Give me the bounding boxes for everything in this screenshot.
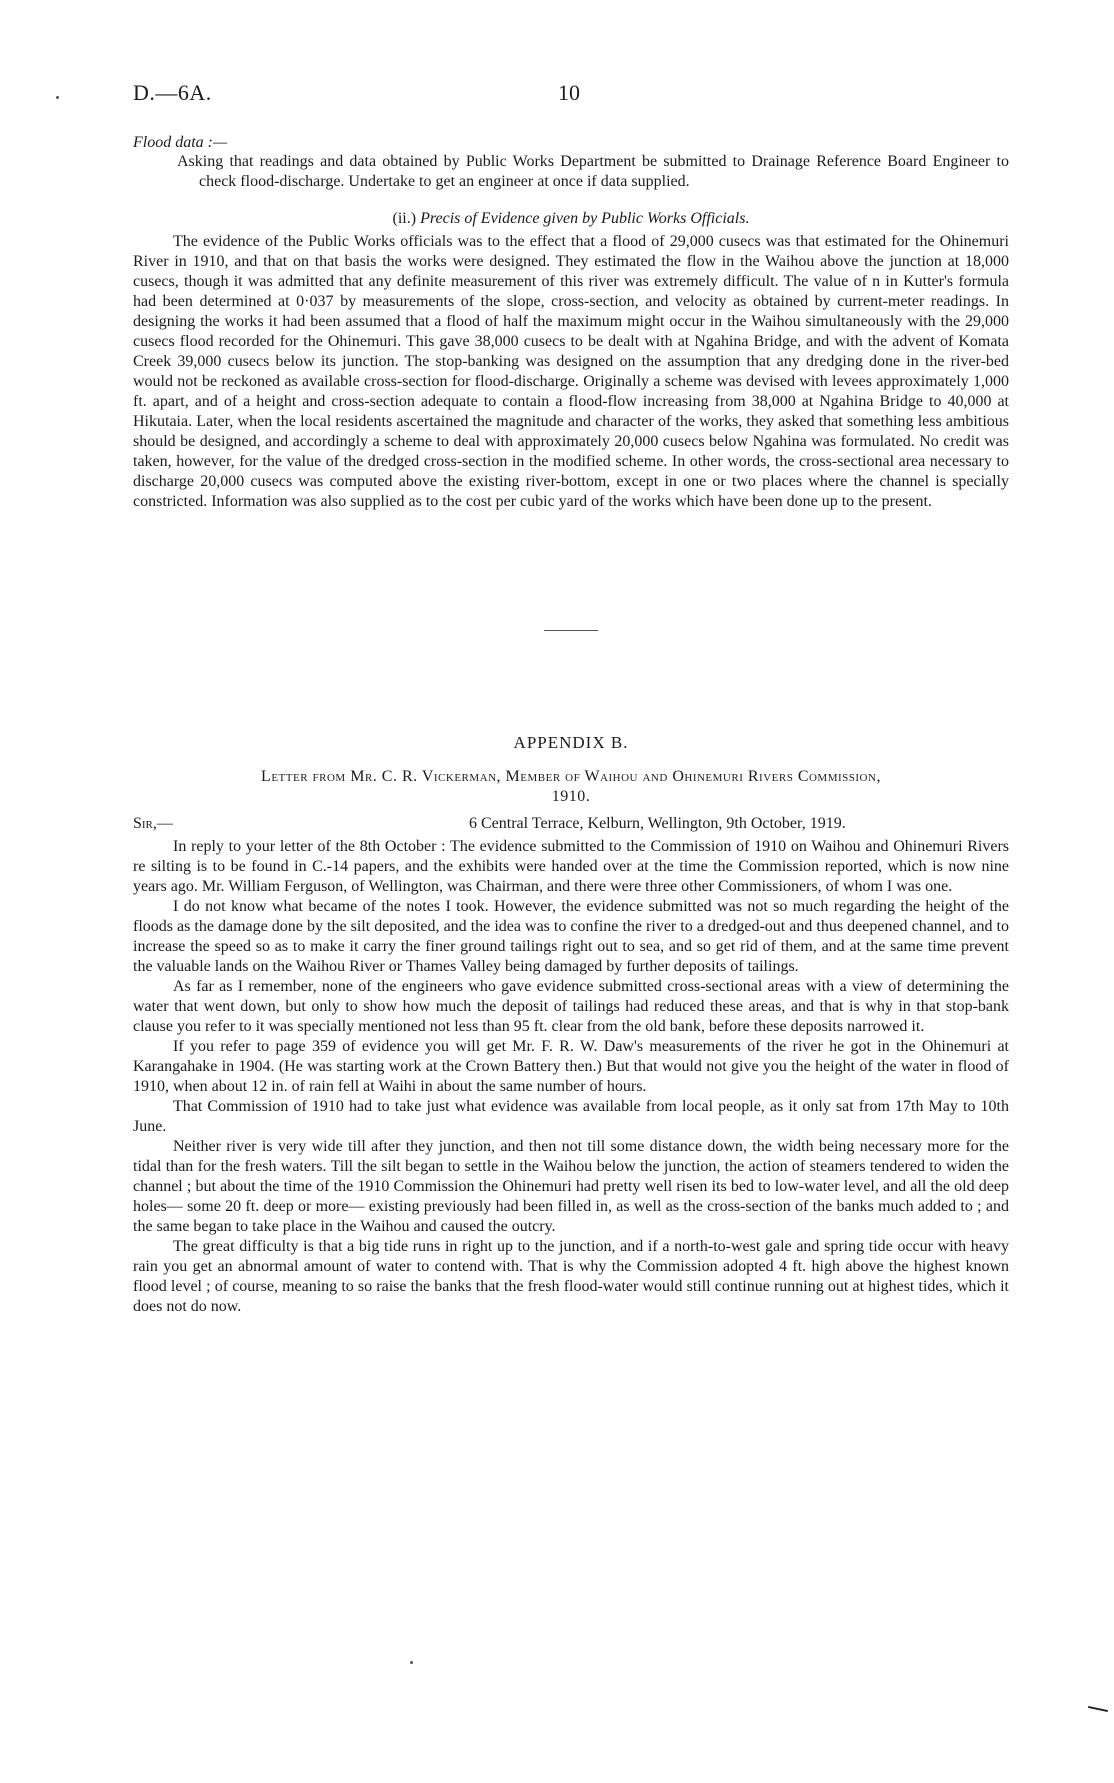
scan-speck xyxy=(56,96,59,99)
flood-data-text: Asking that readings and data obtained by Public Works Department be submitted to Drainage Reference Board Engineer to check flood-discharge. Undertake to get an engineer at once if data supplied. xyxy=(177,153,1009,190)
letter-paragraph: As far as I remember, none of the engineers who gave evidence submitted cross-sectional areas with a view of determining the water that went down, but only to show how much the deposit of tailings had reduced these areas, and that is why in that stop-bank clause you refer to it was specially mentioned not less than 95 ft. clear from the old bank, before these deposits narrowed it. xyxy=(133,978,1009,1035)
letter-paragraph: If you refer to page 359 of evidence you will get Mr. F. R. W. Daw's measurements of the river he got in the Ohinemuri at Karangahake in 1904. (He was starting work at the Crown Battery then.) But that would not give you the height of the water in flood of 1910, when about 12 in. of rain fell at Waihi in about the same number of hours. xyxy=(133,1038,1009,1095)
flood-data-label: Flood data :— xyxy=(133,134,228,151)
appendix-title: APPENDIX B. xyxy=(513,733,629,752)
precis-paragraph: The evidence of the Public Works officials was to the effect that a flood of 29,000 cusecs was that estimated for the Ohinemuri River in 1910, and that on that basis the works were designed. They estimated the flow in the Waihou above the junction at 18,000 cusecs, though it was admitted that any definite measurement of this river was extremely difficult. The value of n in Kutter's formula had been determined at 0·037 by measurements of the slope, cross-section, and velocity as obtained by current-meter readings. In designing the works it had been assumed that a flood of half the maximum might occur in the Waihou simultaneously with the 29,000 cusecs flood recorded for the Ohinemuri. This gave 38,000 cusecs to be dealt with at Ngahina Bridge, and with the advent of Komata Creek 39,000 cusecs below its junction. The stop-banking was designed on the assumption that any dredging done in the river-bed would not be reckoned as available cross-section for flood-discharge. Originally a scheme was devised with levees approximately 1,000 ft. apart, and of a height and cross-section adequate to contain a flood-flow increasing from 38,000 at Ngahina Bridge to 40,000 at Hikutaia. Later, when the local residents ascertained the magnitude and character of the works, they asked that something less ambitious should be designed, and accordingly a scheme to deal with approximately 20,000 cusecs below Ngahina was formulated. No credit was taken, however, for the value of the dredged cross-section in the modified scheme. In other words, the cross-sectional area necessary to discharge 20,000 cusecs was computed above the existing river-bottom, except in one or two places where the channel is specially constricted. Information was also supplied as to the cost per cubic yard of the works which have been done up to the present. xyxy=(133,233,1009,510)
precis-heading xyxy=(133,210,1009,228)
letter-title-line2: 1910. xyxy=(551,788,591,805)
letter-address-date: 6 Central Terrace, Kelburn, Wellington, 9th October, 1919. xyxy=(469,815,846,832)
letter-paragraph: That Commission of 1910 had to take just what evidence was available from local people, as it only sat from 17th May to 10th June. xyxy=(133,1098,1009,1135)
salutation: Sir,— xyxy=(133,815,173,832)
letter-paragraph: Neither river is very wide till after they junction, and then not till some distance down, the width being necessary more for the tidal than for the fresh waters. Till the silt began to settle in the Waihou below the junction, the action of steamers tendered to widen the channel ; but about the time of the 1910 Commission the Ohinemuri had pretty well risen its bed to low-water level, and all the old deep holes— some 20 ft. deep or more— existing previously had been filled in, as well as the cross-section of the banks much added to ; and the same began to take place in the Waihou and caused the outcry. xyxy=(133,1138,1009,1235)
letter-title-line1: Letter from Mr. C. R. Vickerman, Member of Waihou and Ohinemuri Rivers Commission, xyxy=(261,768,881,785)
section-divider xyxy=(544,630,598,631)
scan-margin-mark xyxy=(1088,1706,1108,1712)
scan-speck xyxy=(410,1661,413,1664)
letter-paragraph: I do not know what became of the notes I took. However, the evidence submitted was not so much regarding the height of the floods as the damage done by the silt deposited, and the idea was to confine the river to a dredged-out and thus deepened channel, and to increase the speed so as to make it carry the finer ground tailings right out to sea, and so get rid of them, and at the same time prevent the valuable lands on the Waihou River or Thames Valley being damaged by further deposits of tailings. xyxy=(133,898,1009,975)
document-code: D.—6A. xyxy=(133,80,212,105)
salutation-row xyxy=(133,815,1009,837)
page-number: 10 xyxy=(558,80,580,105)
letter-paragraph: In reply to your letter of the 8th October : The evidence submitted to the Commission of 1910 on Waihou and Ohinemuri Rivers re silting is to be found in C.-14 papers, and the exhibits were handed over at the time the Commission reported, which is now nine years ago. Mr. William Ferguson, of Wellington, was Chairman, and there were three other Commissioners, of whom I was one. xyxy=(133,838,1009,895)
letter-title xyxy=(133,767,1009,807)
precis-numeral: (ii.) xyxy=(392,210,417,227)
page-header xyxy=(133,80,1009,114)
document-page xyxy=(133,80,1009,1317)
precis-heading-text: Precis of Evidence given by Public Works Officials. xyxy=(420,210,750,227)
letter-paragraph: The great difficulty is that a big tide runs in right up to the junction, and if a north-to-west gale and spring tide occur with heavy rain you get an abnormal amount of water to contend with. That is why the Commission adopted 4 ft. high above the highest known flood level ; of course, meaning to so raise the banks that the fresh flood-water would still continue running out at highest tides, which it does not do now. xyxy=(133,1238,1009,1315)
